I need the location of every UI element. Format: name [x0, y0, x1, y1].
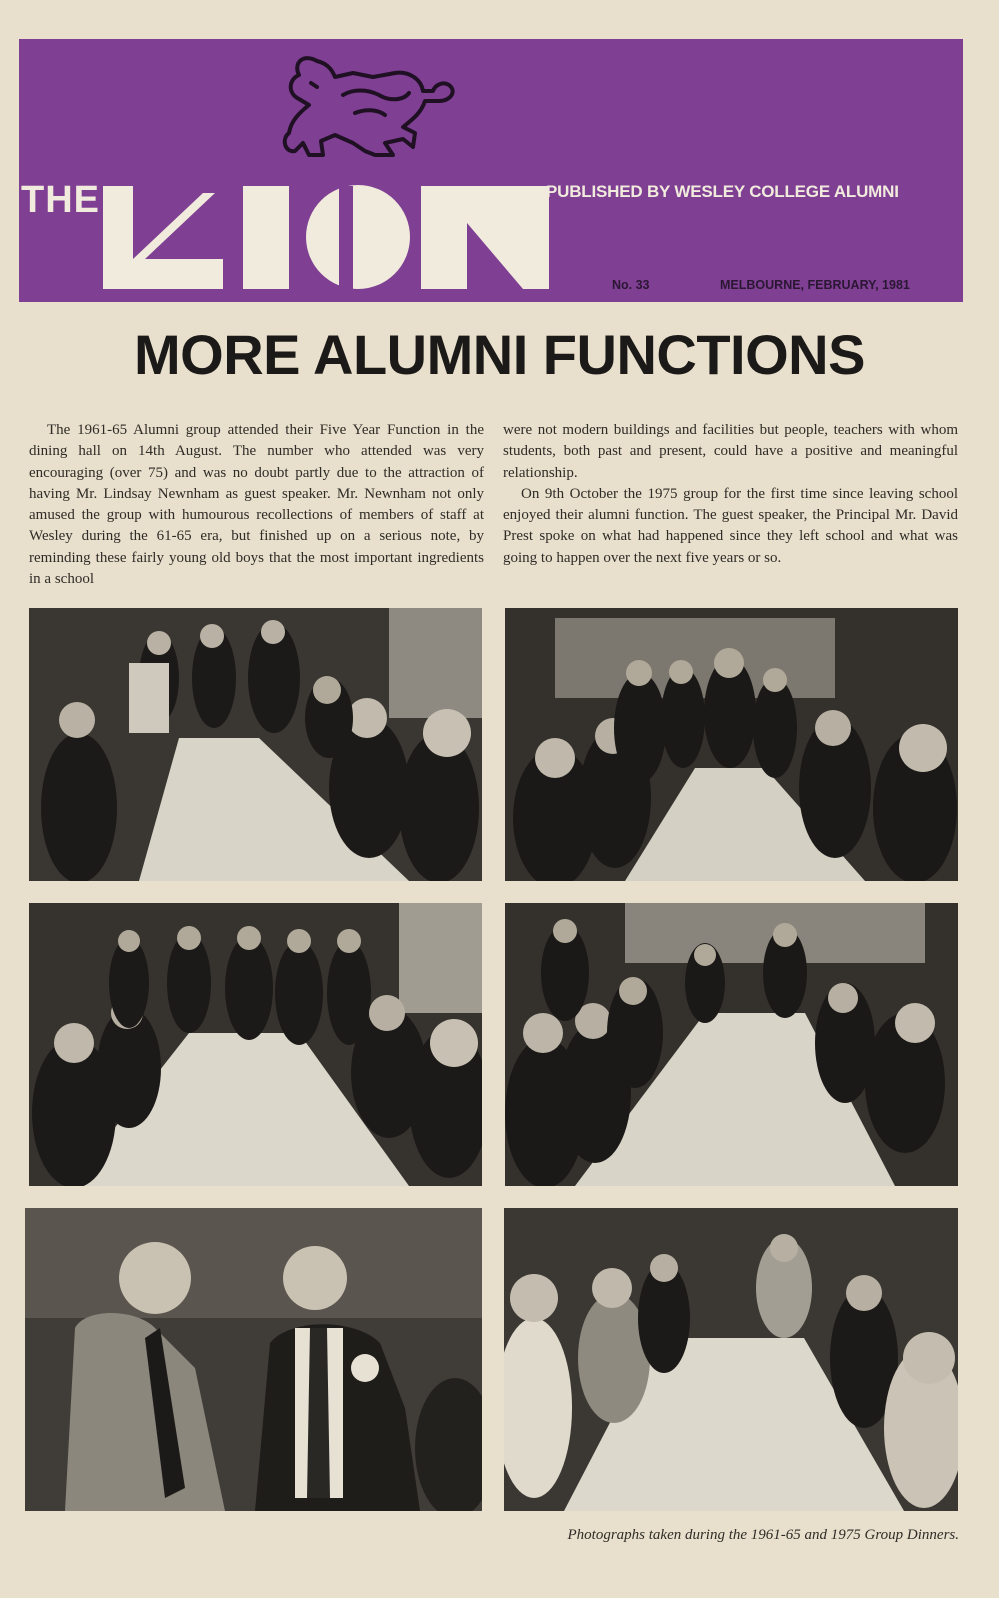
- dinner-photo-5: [25, 1208, 482, 1511]
- article-left-column: [29, 420, 484, 590]
- lion-logo: [103, 43, 563, 298]
- lion-emblem-icon: [285, 58, 453, 155]
- dateline: MELBOURNE, FEBRUARY, 1981: [720, 278, 910, 292]
- dinner-photo-3: [29, 903, 482, 1186]
- dinner-photo-6: [504, 1208, 958, 1511]
- masthead: [19, 39, 963, 302]
- headline: MORE ALUMNI FUNCTIONS: [134, 323, 865, 386]
- dinner-photo-2: [505, 608, 958, 881]
- dinner-photo-1: [29, 608, 482, 881]
- article-paragraph: On 9th October the 1975 group for the first time since leaving school enjoyed their alumni function. The guest speaker, the Principal Mr. David Prest spoke on what had happened since they left school and what was going to happen over the next five years or so.: [503, 485, 958, 566]
- logo-letters: [103, 185, 549, 289]
- masthead-the: THE: [21, 179, 100, 221]
- article-paragraph: were not modern buildings and facilities but people, teachers with whom students, both past and present, could have a positive and meaningful relationship.: [503, 422, 958, 481]
- article-right-column: [503, 420, 958, 569]
- dinner-photo-4: [505, 903, 958, 1186]
- publisher-line: PUBLISHED BY WESLEY COLLEGE ALUMNI: [546, 182, 899, 201]
- issue-number: No. 33: [612, 278, 650, 292]
- article-paragraph: The 1961-65 Alumni group attended their Five Year Function in the dining hall on 14th August. The number who attended was very encouraging (over 75) and was no doubt partly due to the attraction of having Mr. Lindsay Newnham as guest speaker. Mr. Newnham not only amused the group with humourous recollections of members of staff at Wesley during the 61-65 era, but finished up on a serious note, by reminding these fairly young old boys that the most important ingredients in a school: [29, 422, 484, 588]
- photo-caption: Photographs taken during the 1961-65 and 1975 Group Dinners.: [567, 1527, 959, 1543]
